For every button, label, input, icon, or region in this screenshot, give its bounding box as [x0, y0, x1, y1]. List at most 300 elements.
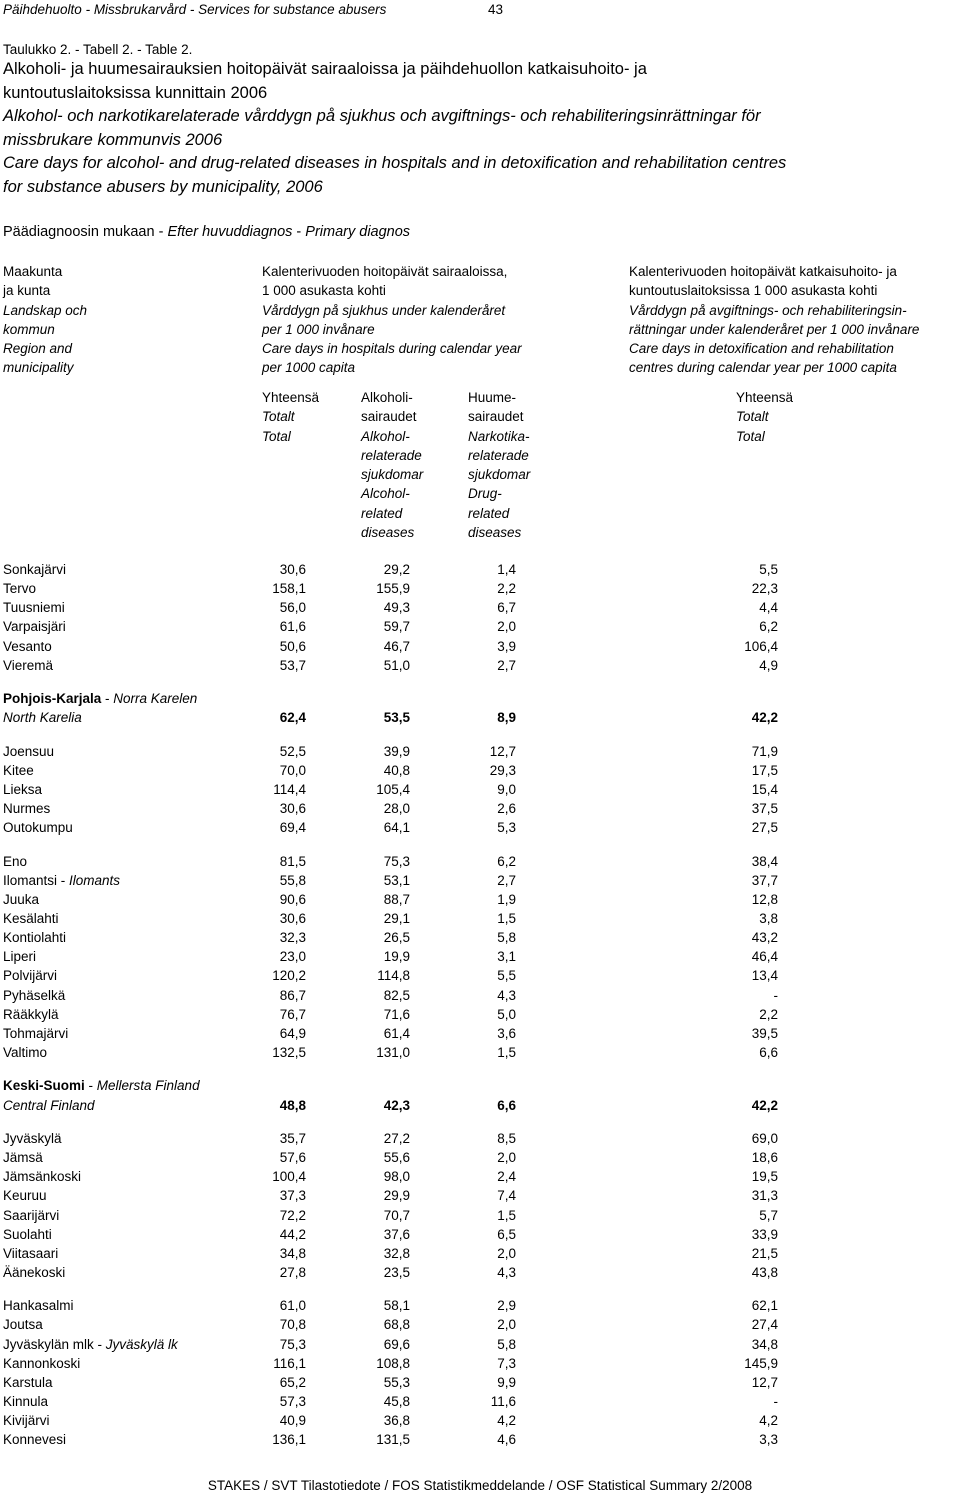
table-cell: 3,6	[497, 1025, 516, 1041]
header-text: Huume-	[468, 390, 517, 405]
municipality-name-fi: Polvijärvi	[3, 968, 58, 984]
table-cell: 13,4	[751, 968, 778, 984]
table-cell: 82,5	[383, 987, 410, 1003]
table-cell: 40,8	[383, 762, 410, 778]
municipality-name-fi: Sonkajärvi	[3, 562, 67, 577]
subheader-alcohol	[361, 388, 423, 542]
region-name-en: North Karelia	[3, 710, 82, 726]
table-cell: 50,6	[279, 638, 306, 654]
table-cell: 39,5	[751, 1025, 778, 1041]
municipality-name	[3, 1430, 66, 1449]
municipality-name	[3, 1411, 50, 1430]
table-cell: 58,1	[383, 1298, 410, 1314]
municipality-name-fi: Kontiolahti	[3, 930, 67, 946]
municipality-name	[3, 1296, 74, 1315]
table-cell: 28,0	[383, 801, 410, 817]
header-text: centres during calendar year per 1000 capita	[629, 360, 897, 376]
table-cell: 5,0	[497, 1006, 516, 1022]
table-cell: 7,3	[497, 1355, 516, 1371]
table-cell: 44,2	[279, 1226, 306, 1242]
table-cell: 75,3	[383, 853, 410, 869]
table-cell: 1,9	[497, 891, 516, 907]
table-cell: 4,4	[759, 600, 778, 616]
table-cell: 1,5	[497, 911, 516, 926]
table-cell: 6,6	[759, 1045, 778, 1061]
title-en-line-2: for substance abusers by municipality, 2006	[3, 177, 323, 196]
municipality-name-fi: Kinnula	[3, 1394, 49, 1410]
header-text: Alkoholi-	[361, 390, 413, 405]
table-cell: 57,3	[279, 1394, 306, 1410]
table-cell: 9,0	[497, 781, 516, 797]
table-cell: 15,4	[751, 781, 778, 797]
table-cell: 57,6	[279, 1150, 306, 1166]
municipality-name	[3, 1024, 68, 1043]
header-text: diseases	[361, 525, 415, 541]
table-cell: 3,8	[759, 911, 778, 926]
region-value: 48,8	[279, 1097, 306, 1113]
table-cell: 12,8	[751, 891, 778, 907]
municipality-name-fi: Kitee	[3, 762, 34, 778]
header-text: ja kunta	[3, 283, 51, 299]
table-label: Taulukko 2. - Tabell 2. - Table 2.	[3, 42, 193, 57]
municipality-name	[3, 1263, 65, 1282]
municipality-name-fi: Varpaisjäri	[3, 619, 66, 635]
municipality-name	[3, 818, 73, 837]
table-cell: 19,9	[383, 949, 410, 965]
table-cell: 62,1	[751, 1298, 778, 1314]
header-text: relaterade	[468, 447, 529, 463]
table-cell: 116,1	[273, 1355, 306, 1371]
table-cell: 29,9	[383, 1188, 410, 1204]
region-name-en: Central Finland	[3, 1097, 95, 1113]
municipality-name-fi: Liperi	[3, 949, 37, 965]
municipality-name-fi: Kannonkoski	[3, 1355, 81, 1371]
header-text: Total	[736, 428, 765, 444]
municipality-name-fi: Tohmajärvi	[3, 1025, 69, 1041]
municipality-name	[3, 871, 120, 890]
municipality-name-fi: Outokumpu	[3, 820, 73, 836]
table-cell: 3,9	[497, 638, 516, 654]
municipality-name-fi: Eno	[3, 853, 28, 869]
table-cell: 26,5	[383, 930, 410, 946]
table-cell: 9,9	[497, 1374, 516, 1390]
table-cell: 61,0	[279, 1298, 306, 1314]
table-cell: 56,0	[279, 600, 306, 616]
region-name-sv: Norra Karelen	[113, 691, 198, 707]
municipality-name-fi: Ilomantsi -	[3, 872, 70, 888]
table-cell: 6,2	[497, 853, 516, 869]
table-cell: 1,5	[497, 1045, 516, 1061]
title-en-line-1: Care days for alcohol- and drug-related diseases in hospitals and in detoxification and rehabilitation centres	[3, 154, 787, 172]
municipality-name-fi: Jämsänkoski	[3, 1169, 82, 1185]
header-text: diseases	[468, 525, 522, 541]
table-cell: 37,3	[279, 1188, 306, 1204]
header-text: sairaudet	[361, 409, 417, 425]
table-cell: 18,6	[751, 1150, 778, 1166]
header-text: Vårddygn på avgiftnings- och rehabiliteringsin-	[629, 302, 907, 318]
header-text: Yhteensä	[262, 390, 320, 405]
table-cell: 106,4	[744, 638, 778, 654]
table-cell: 29,3	[489, 762, 516, 778]
header-text: rättningar under kalenderåret per 1 000 invånare	[629, 321, 920, 337]
table-cell: 17,5	[751, 762, 778, 778]
table-cell: 30,6	[279, 911, 306, 926]
diagnosis-line	[3, 223, 410, 242]
table-cell: 23,5	[383, 1264, 410, 1280]
municipality-name	[3, 579, 36, 598]
table-cell: 158,1	[272, 581, 306, 597]
table-cell: 39,9	[383, 743, 410, 759]
header-text: Vårddygn på sjukhus under kalenderåret	[262, 302, 506, 318]
table-cell: 2,4	[497, 1169, 516, 1185]
region-name-sv: Mellersta Finland	[96, 1078, 200, 1094]
header-text: Kalenterivuoden hoitopäivät sairaaloissa,	[262, 264, 508, 279]
table-cell: 38,4	[751, 853, 778, 869]
municipality-name-fi: Rääkkylä	[3, 1006, 59, 1022]
col-header-detox	[629, 262, 919, 378]
table-cell: 68,8	[383, 1317, 410, 1333]
table-cell: 27,8	[279, 1264, 306, 1280]
region-sep: -	[101, 691, 114, 707]
table-cell: 4,3	[497, 1264, 516, 1280]
municipality-name	[3, 852, 27, 871]
table-cell: 34,8	[279, 1245, 306, 1261]
table-cell: 2,2	[497, 581, 516, 597]
table-cell: 30,6	[279, 562, 306, 577]
col-header-hospital	[262, 262, 522, 378]
municipality-name	[3, 1206, 59, 1225]
municipality-name	[3, 890, 39, 909]
municipality-name	[3, 909, 59, 928]
table-cell: 2,0	[497, 1317, 516, 1333]
table-cell: 4,2	[497, 1413, 516, 1429]
title-sv-line-1: Alkohol- och narkotikarelaterade vårddygn på sjukhus och avgiftnings- och rehabiliteringsinrättningar för	[3, 107, 761, 125]
table-cell: 4,6	[497, 1432, 516, 1448]
table-cell: 37,7	[751, 872, 778, 888]
municipality-name	[3, 656, 53, 675]
municipality-name-fi: Kivijärvi	[3, 1413, 50, 1429]
table-cell: 90,6	[279, 891, 306, 907]
title-sv-line-2: missbrukare kommunvis 2006	[3, 130, 223, 149]
municipality-name-fi: Viitasaari	[3, 1245, 59, 1261]
municipality-name	[3, 1129, 62, 1148]
table-cell: 5,5	[759, 562, 778, 577]
region-value: 8,9	[497, 710, 516, 726]
table-cell: 53,7	[279, 657, 306, 673]
municipality-name-sv: Ilomants	[69, 872, 121, 888]
region-heading	[3, 1076, 200, 1095]
header-text: per 1 000 invånare	[262, 321, 375, 337]
header-text: Alkohol-	[361, 428, 410, 444]
region-value: 62,4	[279, 710, 306, 726]
municipality-name-fi: Kesälahti	[3, 911, 59, 926]
subheader-total	[262, 388, 319, 446]
table-cell: 76,7	[279, 1006, 306, 1022]
table-cell: 12,7	[751, 1374, 778, 1390]
header-text: sairaudet	[468, 409, 524, 425]
municipality-name	[3, 617, 66, 636]
table-cell: 32,8	[383, 1245, 410, 1261]
municipality-name	[3, 780, 42, 799]
table-cell: 132,5	[272, 1045, 306, 1061]
municipality-name	[3, 598, 65, 617]
municipality-name-fi: Konnevesi	[3, 1432, 67, 1448]
header-text: Narkotika-	[468, 428, 530, 444]
table-cell: 145,9	[744, 1355, 778, 1371]
table-cell: -	[773, 987, 778, 1003]
table-cell: 7,4	[497, 1188, 516, 1204]
region-value: 42,3	[383, 1097, 410, 1113]
municipality-name-fi: Nurmes	[3, 801, 51, 817]
municipality-name	[3, 1373, 53, 1392]
municipality-name-fi: Lieksa	[3, 781, 43, 797]
table-cell: 46,7	[383, 638, 410, 654]
header-text: sjukdomar	[361, 467, 424, 483]
table-cell: 35,7	[279, 1130, 306, 1146]
table-cell: 27,5	[751, 820, 778, 836]
municipality-name-fi: Suolahti	[3, 1226, 52, 1242]
municipality-name	[3, 928, 66, 947]
table-cell: 86,7	[279, 987, 306, 1003]
table-cell: 5,3	[497, 820, 516, 836]
table-cell: 40,9	[279, 1413, 306, 1429]
diagnosis-sv: Efter huvuddiagnos	[167, 224, 293, 240]
region-name-fi: Pohjois-Karjala	[3, 691, 102, 707]
table-cell: 5,5	[497, 968, 516, 984]
header-text: sjukdomar	[468, 467, 531, 483]
diagnosis-en: Primary diagnos	[305, 224, 411, 240]
header-text: Care days in detoxification and rehabilitation	[629, 341, 894, 357]
table-cell: 2,7	[497, 872, 516, 888]
municipality-name	[3, 1043, 47, 1062]
table-cell: 69,6	[383, 1336, 410, 1352]
table-cell: 70,8	[279, 1317, 306, 1333]
header-text: related	[468, 505, 510, 521]
table-cell: 2,7	[497, 657, 516, 673]
municipality-name	[3, 1186, 47, 1205]
table-cell: 1,4	[497, 562, 516, 577]
table-cell: 64,1	[383, 820, 410, 836]
municipality-name	[3, 1335, 178, 1354]
table-cell: 49,3	[383, 600, 410, 616]
municipality-name	[3, 799, 50, 818]
table-cell: 136,1	[272, 1432, 306, 1448]
municipality-name	[3, 637, 52, 656]
municipality-name-fi: Jämsä	[3, 1150, 43, 1166]
header-text: Totalt	[736, 409, 769, 425]
page-header-title: Päihdehuolto - Missbrukarvård - Services for substance abusers	[3, 2, 387, 17]
col-header-region	[3, 262, 87, 378]
header-text: Alcohol-	[361, 486, 410, 502]
region-value: 6,6	[497, 1097, 516, 1113]
table-cell: 131,0	[376, 1045, 410, 1061]
table-cell: 53,1	[383, 872, 410, 888]
region-sep: -	[84, 1078, 97, 1094]
table-cell: 59,7	[383, 619, 410, 635]
municipality-name-fi: Äänekoski	[3, 1264, 66, 1280]
municipality-name-fi: Vesanto	[3, 638, 52, 654]
municipality-name-fi: Pyhäselkä	[3, 987, 66, 1003]
municipality-name-fi: Tuusniemi	[3, 600, 65, 616]
header-text: related	[361, 505, 403, 521]
table-cell: 33,9	[751, 1226, 778, 1242]
table-cell: 69,0	[751, 1130, 778, 1146]
table-cell: 5,8	[497, 1336, 516, 1352]
header-text: Drug-	[468, 486, 502, 502]
table-cell: 69,4	[279, 820, 306, 836]
region-value: 42,2	[751, 1097, 778, 1113]
header-text: 1 000 asukasta kohti	[262, 283, 386, 299]
table-cell: 2,6	[497, 801, 516, 817]
table-cell: 61,6	[279, 619, 306, 635]
municipality-name-fi: Joutsa	[3, 1317, 43, 1333]
table-cell: 36,8	[383, 1413, 410, 1429]
municipality-name-fi: Keuruu	[3, 1188, 47, 1204]
diagnosis-sep: -	[292, 224, 306, 240]
table-cell: 32,3	[279, 930, 306, 946]
municipality-name	[3, 1225, 52, 1244]
municipality-name-fi: Tervo	[3, 581, 37, 597]
municipality-name-fi: Hankasalmi	[3, 1298, 74, 1314]
table-cell: 34,8	[751, 1336, 778, 1352]
header-text: Kalenterivuoden hoitopäivät katkaisuhoito- ja	[629, 264, 897, 279]
municipality-name-fi: Juuka	[3, 891, 40, 907]
municipality-name	[3, 761, 34, 780]
table-cell: 64,9	[279, 1025, 306, 1041]
table-cell: 37,5	[751, 801, 778, 817]
municipality-name	[3, 742, 54, 761]
table-cell: 31,3	[751, 1188, 778, 1204]
table-cell: 131,5	[376, 1432, 410, 1448]
table-cell: 114,8	[377, 968, 410, 984]
table-cell: 114,4	[273, 781, 306, 797]
table-cell: 55,6	[383, 1150, 410, 1166]
subheader-total-detox	[736, 388, 793, 446]
municipality-name-fi: Joensuu	[3, 743, 55, 759]
title-fi-line-1: Alkoholi- ja huumesairauksien hoitopäivät sairaaloissa ja päihdehuollon katkaisuhoito- ja	[3, 60, 647, 78]
table-cell: 55,8	[279, 872, 306, 888]
header-text: Maakunta	[3, 264, 63, 279]
municipality-name	[3, 986, 65, 1005]
municipality-name-fi: Valtimo	[3, 1045, 48, 1061]
table-cell: 75,3	[279, 1336, 306, 1352]
region-name-fi: Keski-Suomi	[3, 1078, 85, 1094]
table-cell: 21,5	[751, 1245, 778, 1261]
table-cell: 27,4	[751, 1317, 778, 1333]
table-cell: 6,2	[759, 619, 778, 635]
municipality-name	[3, 1005, 59, 1024]
municipality-name	[3, 966, 57, 985]
header-text: Region and	[3, 341, 73, 357]
table-cell: 155,9	[376, 581, 410, 597]
table-cell: 6,7	[497, 600, 516, 616]
header-text: per 1000 capita	[262, 360, 356, 376]
table-cell: 45,8	[383, 1394, 410, 1410]
table-cell: 2,2	[759, 1006, 778, 1022]
table-cell: 71,6	[383, 1006, 410, 1022]
table-cell: 65,2	[279, 1374, 306, 1390]
table-cell: 22,3	[751, 581, 778, 597]
municipality-name-fi: Jyväskylän mlk -	[3, 1336, 106, 1352]
municipality-name-fi: Vieremä	[3, 657, 54, 673]
table-cell: 72,2	[279, 1207, 306, 1223]
table-cell: 3,1	[497, 949, 516, 965]
municipality-name-sv: Jyväskylä lk	[105, 1336, 178, 1352]
table-cell: 5,7	[759, 1207, 778, 1223]
header-text: Landskap och	[3, 302, 88, 318]
municipality-name	[3, 1167, 81, 1186]
table-cell: 46,4	[751, 949, 778, 965]
table-cell: 52,5	[279, 743, 306, 759]
header-text: Total	[262, 428, 291, 444]
table-cell: 51,0	[383, 657, 410, 673]
region-heading	[3, 689, 197, 708]
municipality-name	[3, 1392, 48, 1411]
table-cell: 1,5	[497, 1207, 516, 1223]
table-cell: 3,3	[759, 1432, 778, 1448]
table-cell: 70,0	[279, 762, 306, 778]
table-cell: 5,8	[497, 930, 516, 946]
header-text: relaterade	[361, 447, 422, 463]
table-cell: 43,8	[751, 1264, 778, 1280]
title-fi-line-2: kuntoutuslaitoksissa kunnittain 2006	[3, 83, 268, 102]
table-cell: 29,2	[383, 562, 410, 577]
table-cell: -	[773, 1394, 778, 1410]
table-cell: 23,0	[279, 949, 306, 965]
header-text: Totalt	[262, 409, 295, 425]
table-cell: 43,2	[751, 930, 778, 946]
table-cell: 61,4	[383, 1025, 410, 1041]
page-number: 43	[488, 2, 504, 17]
table-cell: 2,9	[497, 1298, 516, 1314]
table-cell: 2,0	[497, 1245, 516, 1261]
region-value: 53,5	[383, 710, 410, 726]
municipality-name	[3, 1315, 43, 1334]
header-text: Yhteensä	[736, 390, 794, 405]
table-cell: 4,9	[759, 657, 778, 673]
table-cell: 27,2	[383, 1130, 410, 1146]
table-cell: 37,6	[383, 1226, 410, 1242]
table-cell: 30,6	[279, 801, 306, 817]
table-cell: 55,3	[383, 1374, 410, 1390]
table-cell: 11,6	[490, 1394, 516, 1410]
table-cell: 12,7	[489, 743, 516, 759]
table-cell: 8,5	[497, 1130, 516, 1146]
municipality-name	[3, 947, 36, 966]
table-cell: 29,1	[383, 911, 410, 926]
municipality-name	[3, 1148, 43, 1167]
region-value: 42,2	[751, 710, 778, 726]
table-cell: 98,0	[383, 1169, 410, 1185]
municipality-name-fi: Jyväskylä	[3, 1130, 62, 1146]
table-cell: 71,9	[751, 743, 778, 759]
table-cell: 4,2	[759, 1413, 778, 1429]
municipality-name-fi: Saarijärvi	[3, 1207, 60, 1223]
table-cell: 105,4	[376, 781, 410, 797]
header-text: kommun	[3, 321, 55, 337]
header-text: municipality	[3, 360, 74, 376]
table-cell: 108,8	[376, 1355, 410, 1371]
subheader-drug	[468, 388, 530, 542]
table-cell: 100,4	[272, 1169, 306, 1185]
table-cell: 88,7	[383, 891, 410, 907]
municipality-name-fi: Karstula	[3, 1374, 53, 1390]
municipality-name	[3, 560, 66, 579]
table-cell: 120,2	[272, 968, 306, 984]
table-cell: 2,0	[497, 1150, 516, 1166]
municipality-name	[3, 1244, 58, 1263]
table-cell: 4,3	[497, 987, 516, 1003]
